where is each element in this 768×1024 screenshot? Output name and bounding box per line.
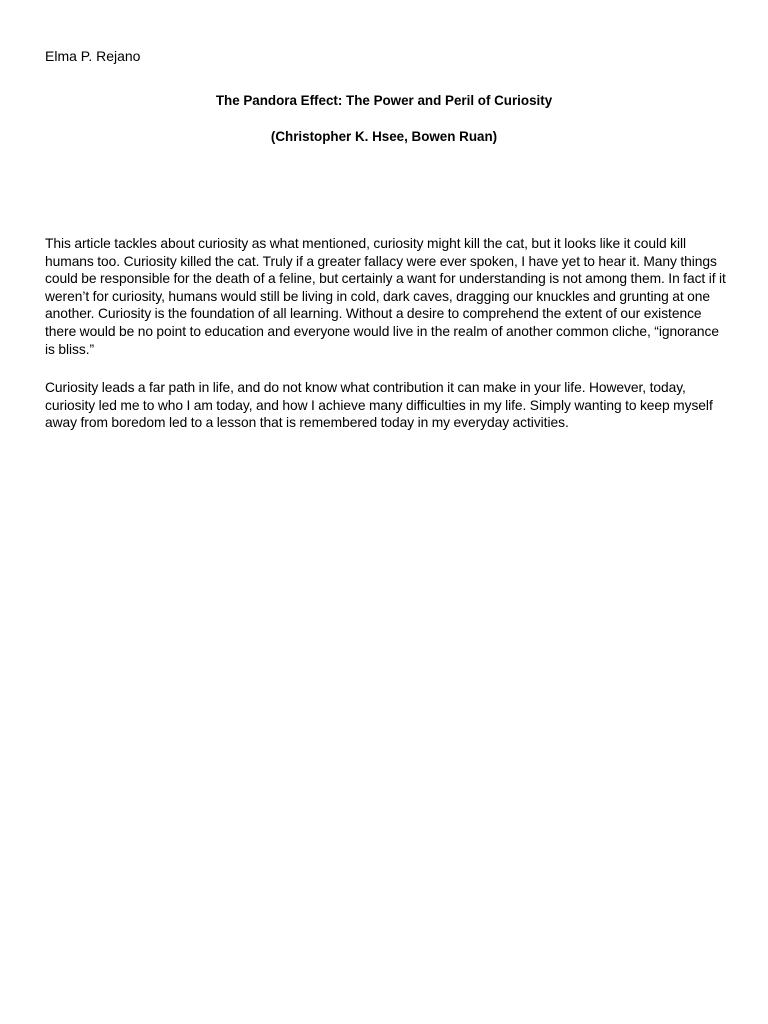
author-name: Elma P. Rejano [45,48,141,64]
body-paragraph: This article tackles about curiosity as what mentioned, curiosity might kill the cat, but it looks like it could kill humans too. Curiosity killed the cat. Truly if a greater fallacy were ever spoken, I have yet to hear it. Many things could be responsible for the death of a feline, but certainly a want for understanding is not among them. In fact if it weren’t for curiosity, humans would still be living in cold, dark caves, dragging our knuckles and grunting at one another. Curiosity is the foundation of all learning. Without a desire to comprehend the extent of our existence there would be no point to education and everyone would live in the realm of another common cliche, “ignorance is bliss.” [45,236,726,357]
body-paragraph: Curiosity leads a far path in life, and do not know what contribution it can make in your life. However, today, curiosity led me to who I am today, and how I achieve many difficulties in my life. Simply wanting to keep myself away from boredom led to a lesson that is remembered today in my everyday activities. [45,380,713,431]
document-title: The Pandora Effect: The Power and Peril of Curiosity [215,93,553,108]
article-authors: (Christopher K. Hsee, Bowen Ruan) [270,129,498,144]
